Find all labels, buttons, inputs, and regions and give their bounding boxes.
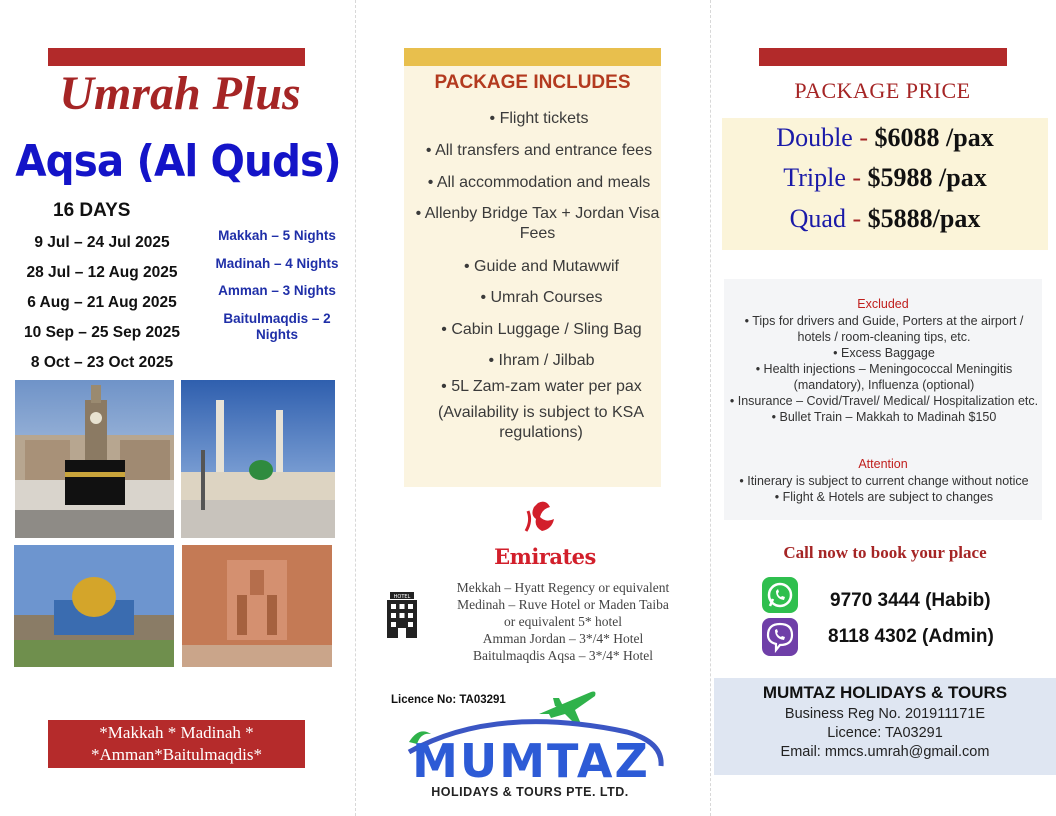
include-item: • All accommodation and meals xyxy=(427,174,651,191)
photo-madinah xyxy=(181,380,335,538)
nights-baitulmaqdis: Baitulmaqdis – 2 Nights xyxy=(223,311,331,342)
left-top-bar xyxy=(48,48,305,66)
date-range: 9 Jul – 24 Jul 2025 xyxy=(34,234,170,251)
room-price: $5988 /pax xyxy=(867,163,987,192)
cities-line-2: *Amman*Baitulmaqdis* xyxy=(91,745,262,764)
price-triple: Triple - $5988 /pax xyxy=(783,163,987,192)
price-top-bar xyxy=(759,48,1007,66)
hotel-mekkah: Mekkah – Hyatt Regency or equivalent xyxy=(456,580,670,595)
room-type: Double xyxy=(776,123,853,152)
price-title: PACKAGE PRICE xyxy=(794,78,971,103)
include-note: (Availability is subject to KSA regulations) xyxy=(437,404,644,441)
logo-name: MUMTAZ xyxy=(412,734,650,788)
price-double: Double - $6088 /pax xyxy=(776,123,994,152)
svg-text:HOTEL: HOTEL xyxy=(393,594,411,600)
include-item: • Ihram / Jilbab xyxy=(488,352,595,369)
excluded-item: • Tips for drivers and Guide, Porters at the airport / hotels / room-cleaning tips, etc. xyxy=(744,314,1024,344)
company-name: MUMTAZ HOLIDAYS & TOURS xyxy=(762,683,1008,702)
phone-habib[interactable]: 9770 3444 (Habib) xyxy=(830,590,991,611)
excluded-list xyxy=(728,313,1040,425)
business-reg: Business Reg No. 201911171E xyxy=(784,706,986,722)
nights-makkah: Makkah – 5 Nights xyxy=(218,228,336,243)
hotel-amman: Amman Jordan – 3*/4* Hotel xyxy=(482,631,644,646)
excluded-item: • Health injections – Meningococcal Meningitis (mandatory), Influenza (optional) xyxy=(755,362,1013,392)
includes-top-bar xyxy=(404,48,661,66)
excluded-item: • Insurance – Covid/Travel/ Medical/ Hospitalization etc. xyxy=(729,394,1039,408)
hotel-baitulmaqdis: Baitulmaqdis Aqsa – 3*/4* Hotel xyxy=(473,648,653,663)
include-item: • 5L Zam-zam water per pax xyxy=(441,378,642,395)
room-price: $6088 /pax xyxy=(874,123,994,152)
include-item: • All transfers and entrance fees xyxy=(425,142,653,159)
date-range: 8 Oct – 23 Oct 2025 xyxy=(30,354,174,371)
room-type: Triple xyxy=(783,163,846,192)
hotel-medinah: Medinah – Ruve Hotel or Maden Taiba xyxy=(457,597,669,612)
photo-petra xyxy=(182,545,332,667)
logo-subtitle: HOLIDAYS & TOURS PTE. LTD. xyxy=(431,785,629,799)
airline-name: Emirates xyxy=(494,544,596,569)
includes-title: PACKAGE INCLUDES xyxy=(434,72,631,93)
photo-al-aqsa xyxy=(14,545,174,667)
title-aqsa: Aqsa (Al Quds) xyxy=(15,136,341,187)
viber-icon[interactable] xyxy=(762,618,798,656)
emirates-logo xyxy=(480,497,610,569)
hotel-icon xyxy=(384,592,420,638)
include-item: • Umrah Courses xyxy=(480,289,603,306)
excluded-title: Excluded xyxy=(857,297,909,311)
date-range: 10 Sep – 25 Sep 2025 xyxy=(24,324,180,341)
attention-title: Attention xyxy=(858,457,908,471)
include-item: • Cabin Luggage / Sling Bag xyxy=(441,321,642,338)
licence-number: Licence No: TA03291 xyxy=(391,694,506,706)
duration-days: 16 DAYS xyxy=(53,200,131,221)
hotel-medinah-alt: or equivalent 5* hotel xyxy=(503,614,623,629)
cities-line-1: *Makkah * Madinah * xyxy=(99,723,254,742)
include-item: • Flight tickets xyxy=(489,110,589,127)
company-licence: Licence: TA03291 xyxy=(827,725,943,741)
emirates-emblem-icon xyxy=(480,497,610,539)
include-item: • Guide and Mutawwif xyxy=(463,258,619,275)
photo-makkah xyxy=(15,380,174,538)
cities-banner xyxy=(48,720,305,768)
room-price: $5888/pax xyxy=(867,204,981,233)
date-range: 6 Aug – 21 Aug 2025 xyxy=(27,294,177,311)
date-range: 28 Jul – 12 Aug 2025 xyxy=(26,264,178,281)
phone-admin[interactable]: 8118 4302 (Admin) xyxy=(828,626,994,647)
divider-left xyxy=(355,0,356,816)
room-type: Quad xyxy=(789,204,846,233)
excluded-item: • Bullet Train – Makkah to Madinah $150 xyxy=(771,410,997,424)
whatsapp-icon[interactable] xyxy=(762,577,798,613)
hotel-list xyxy=(425,579,701,664)
attention-item: • Flight & Hotels are subject to changes xyxy=(774,490,994,504)
attention-list xyxy=(728,473,1040,505)
company-email[interactable]: Email: mmcs.umrah@gmail.com xyxy=(780,744,990,760)
nights-madinah: Madinah – 4 Nights xyxy=(215,256,339,271)
call-to-action: Call now to book your place xyxy=(783,543,987,562)
price-quad: Quad - $5888/pax xyxy=(789,204,981,233)
excluded-item: • Excess Baggage xyxy=(833,346,935,360)
title-umrah-plus: Umrah Plus xyxy=(59,67,301,120)
attention-item: • Itinerary is subject to current change without notice xyxy=(739,474,1029,488)
divider-right xyxy=(710,0,711,816)
nights-amman: Amman – 3 Nights xyxy=(218,283,336,298)
include-item: • Allenby Bridge Tax + Jordan Visa Fees xyxy=(415,205,660,242)
